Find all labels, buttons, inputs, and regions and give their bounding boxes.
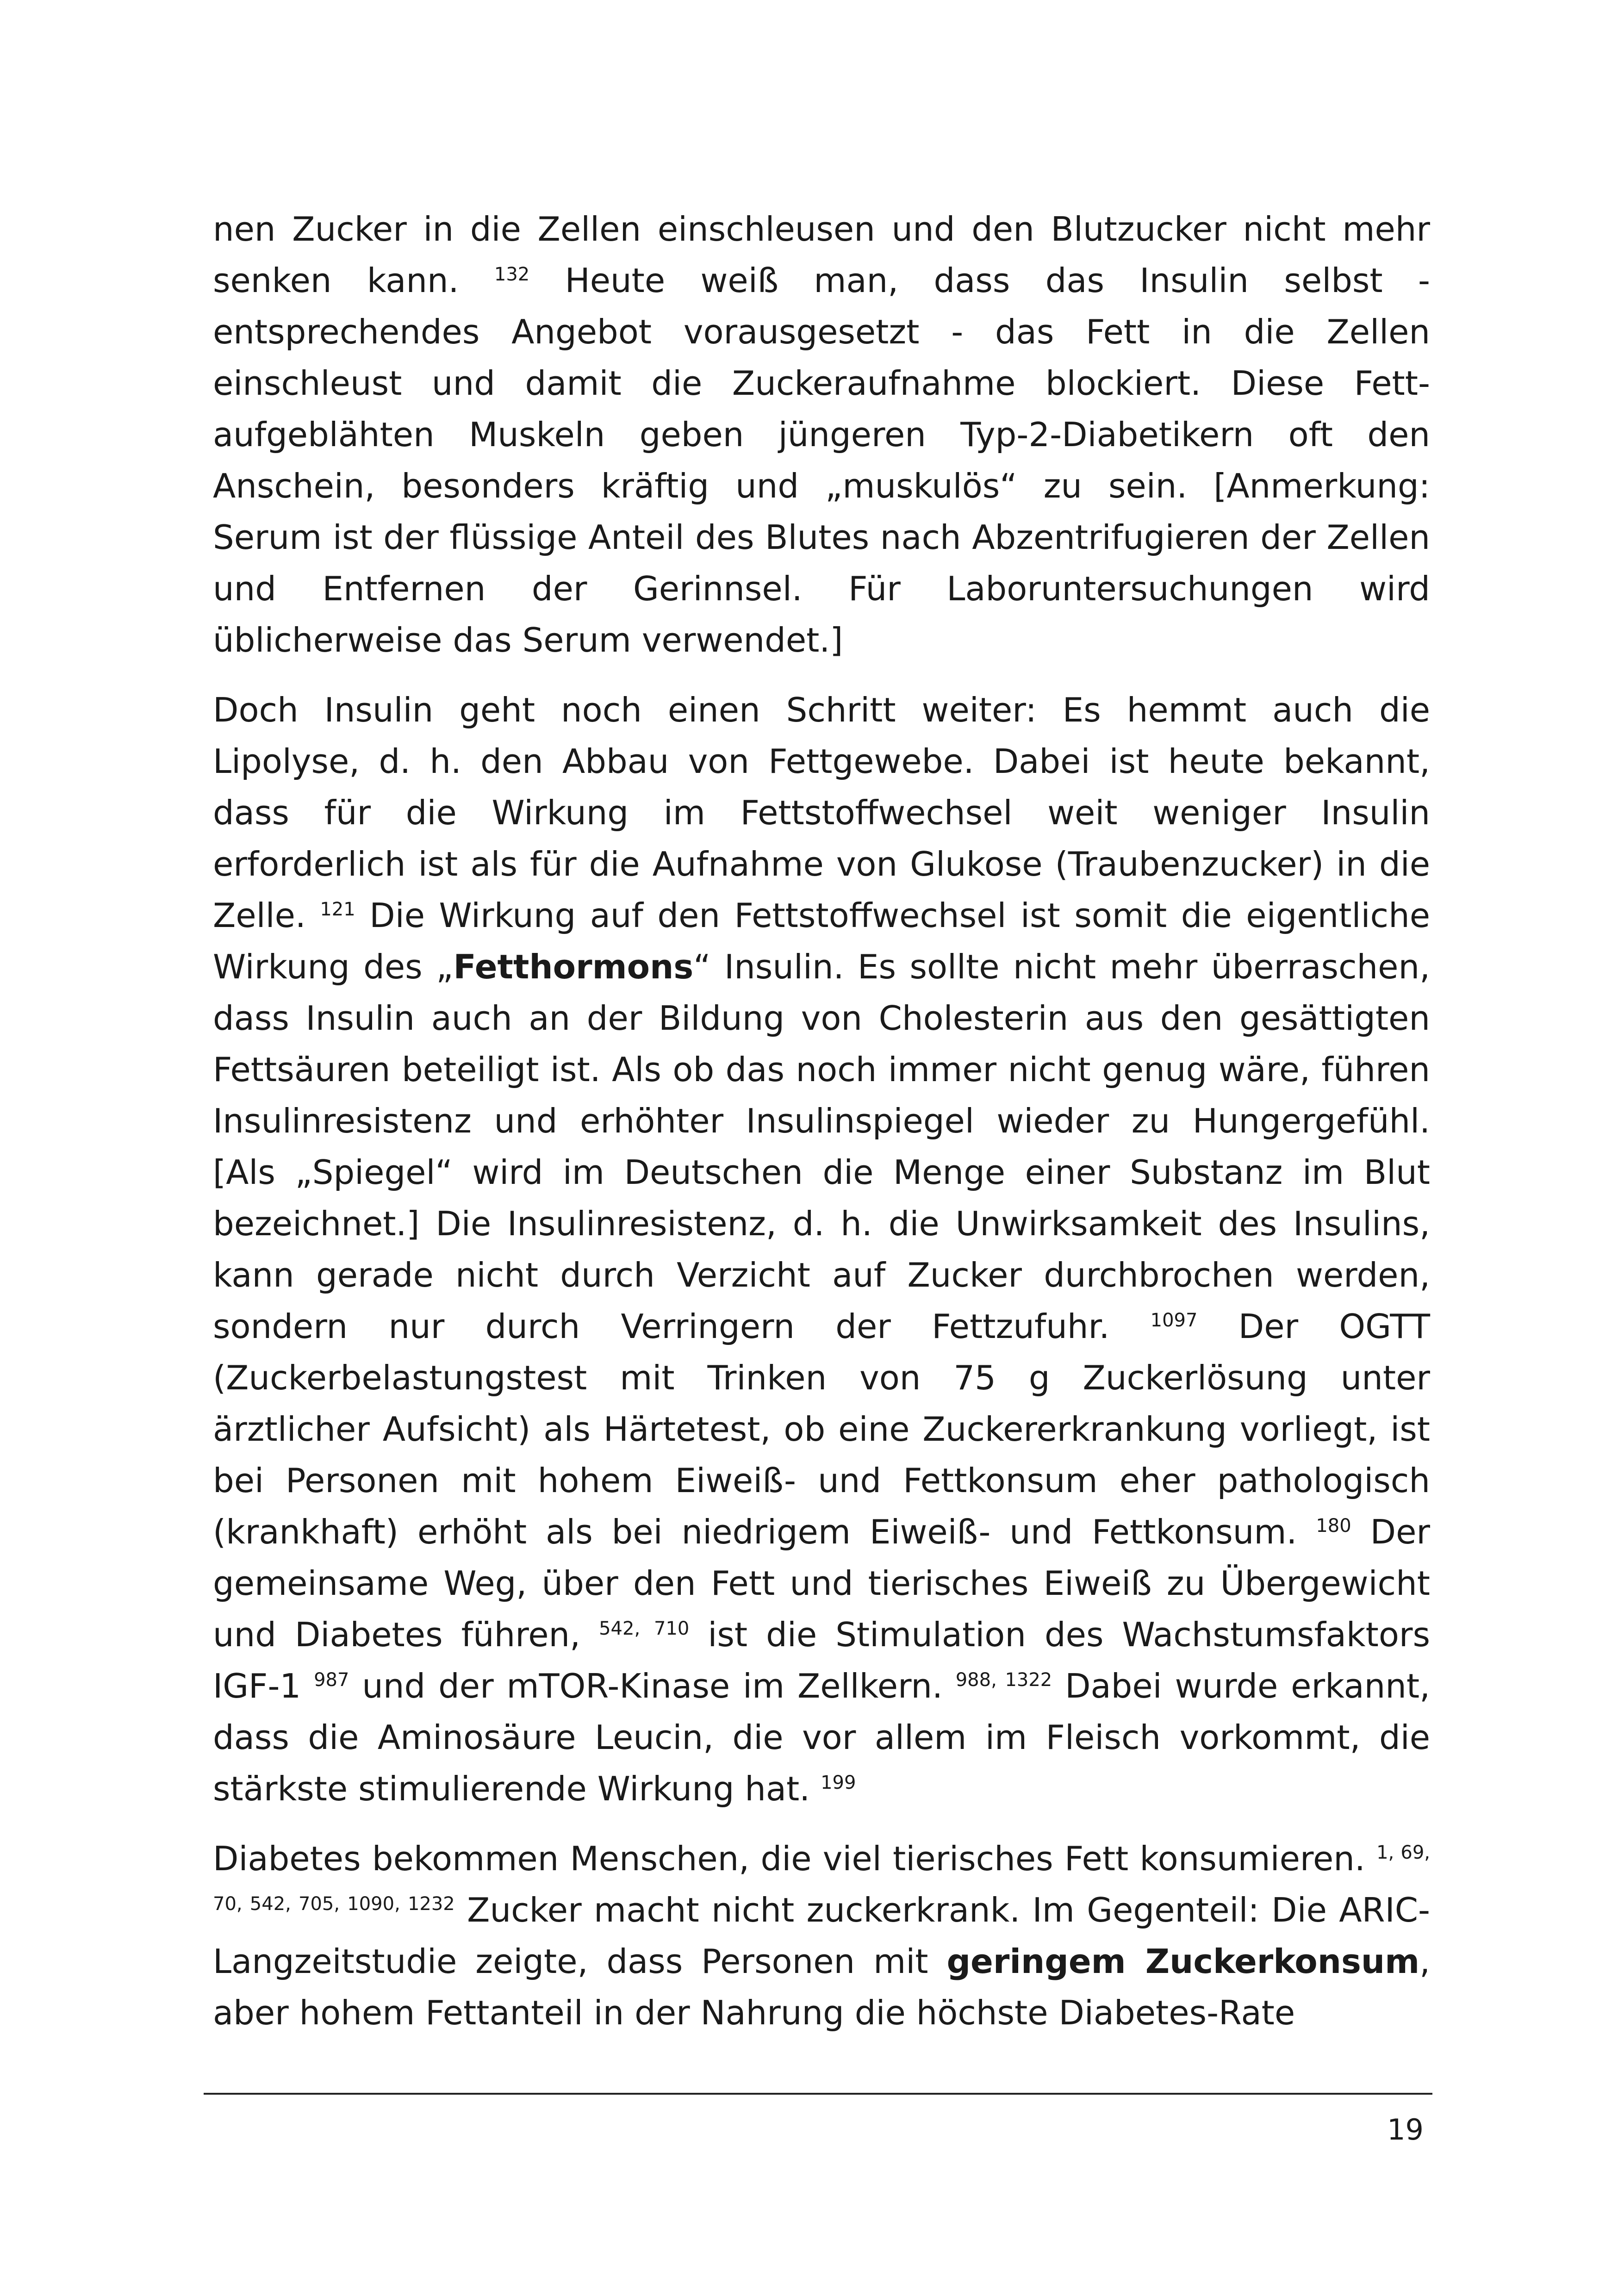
page-number: 19 [1387, 2113, 1424, 2147]
footnote-ref: 1097 [1150, 1310, 1198, 1331]
footnote-ref: 121 [320, 899, 355, 920]
footnote-ref: 542, 710 [599, 1618, 690, 1639]
text-run: Dabei wurde erkannt, dass die Aminosäure Leucin, die vor allem im Fleisch vorkommt, die stärkste stimulierende Wirkung hat. [213, 1667, 1431, 1808]
text-run: Die Wirkung auf den Fettstoffwechsel ist somit die eigentliche Wirkung des „ [213, 896, 1430, 986]
bold-text: geringem Zuckerkonsum [946, 1942, 1420, 1981]
footer-rule [204, 2093, 1432, 2095]
paragraph [213, 684, 1430, 1815]
page-body [213, 204, 1430, 2057]
text-run: und der mTOR-Kinase im Zellkern. [349, 1667, 956, 1705]
paragraph [213, 1833, 1430, 2039]
text-run: Zucker macht nicht zuckerkrank. Im Gegenteil: Die ARIC-Langzeitstudie zeigte, dass Personen mit [213, 1891, 1431, 1981]
text-run: Doch Insulin geht noch einen Schritt weiter: Es hemmt auch die Lipolyse, d. h. den Abbau von Fettgewebe. Dabei ist heute bekannt, dass für die Wirkung im Fettstoffwechsel weit weniger Insulin erforderlich ist als für die Aufnahme von Glukose (Traubenzucker) in die Zelle. [213, 691, 1430, 935]
footnote-ref: 987 [314, 1669, 349, 1691]
footnote-ref: 180 [1316, 1515, 1351, 1537]
text-run: Diabetes bekommen Menschen, die viel tierisches Fett konsumieren. [213, 1839, 1377, 1878]
text-run: nen Zucker in die Zellen einschleusen und den Blutzucker nicht mehr senken kann. [213, 210, 1430, 300]
text-run: Der gemeinsame Weg, über den Fett und tierisches Eiweiß zu Übergewicht und Diabetes führen, [213, 1512, 1430, 1654]
footnote-ref: 988, 1322 [955, 1669, 1052, 1691]
text-run: ist die Stimulation des Wachstumsfaktors IGF-1 [213, 1615, 1431, 1705]
text-run: “ Insulin. Es sollte nicht mehr überraschen, dass Insulin auch an der Bildung von Cholesterin aus den gesättigten Fettsäuren beteiligt ist. Als ob das noch immer nicht genug wäre, führen Insulinresistenz und erhöhter Insulinspiegel wieder zu Hungergefühl. [Als „Spiegel“ wird im Deutschen die Menge einer Substanz im Blut bezeichnet.] Die Insulinresistenz, d. h. die Unwirksamkeit des Insulins, kann gerade nicht durch Verzicht auf Zucker durchbrochen werden, sondern nur durch Verringern der Fettzufuhr. [213, 947, 1430, 1346]
text-run: Heute weiß man, dass das Insulin selbst - entsprechendes Angebot vorausgesetzt - das Fett in die Zellen einschleust und damit die Zuckeraufnahme blockiert. Diese Fett-aufgeblähten Muskeln geben jüngeren Typ-2-Diabetikern oft den Anschein, besonders kräftig und „muskulös“ zu sein. [Anmerkung: Serum ist der flüssige Anteil des Blutes nach Abzentrifugieren der Zellen und Entfernen der Gerinnsel. Für Laboruntersuchungen wird üblicherweise das Serum verwendet.] [213, 261, 1430, 660]
footnote-ref: 1, 69, 70, 542, 705, 1090, 1232 [213, 1842, 1430, 1915]
bold-text: Fetthormons [453, 947, 694, 986]
text-run: , aber hohem Fettanteil in der Nahrung die höchste Diabetes-Rate [213, 1942, 1430, 2032]
text-run: Der OGTT (Zuckerbelastungstest mit Trinken von 75 g Zuckerlösung unter ärztlicher Aufsicht) als Härtetest, ob eine Zuckererkrankung vorliegt, ist bei Personen mit hohem Eiweiß- und Fettkonsum eher pathologisch (krankhaft) erhöht als bei niedrigem Eiweiß- und Fettkonsum. [213, 1307, 1430, 1551]
paragraph [213, 204, 1430, 666]
footnote-ref: 199 [821, 1772, 856, 1793]
footnote-ref: 132 [494, 264, 530, 285]
